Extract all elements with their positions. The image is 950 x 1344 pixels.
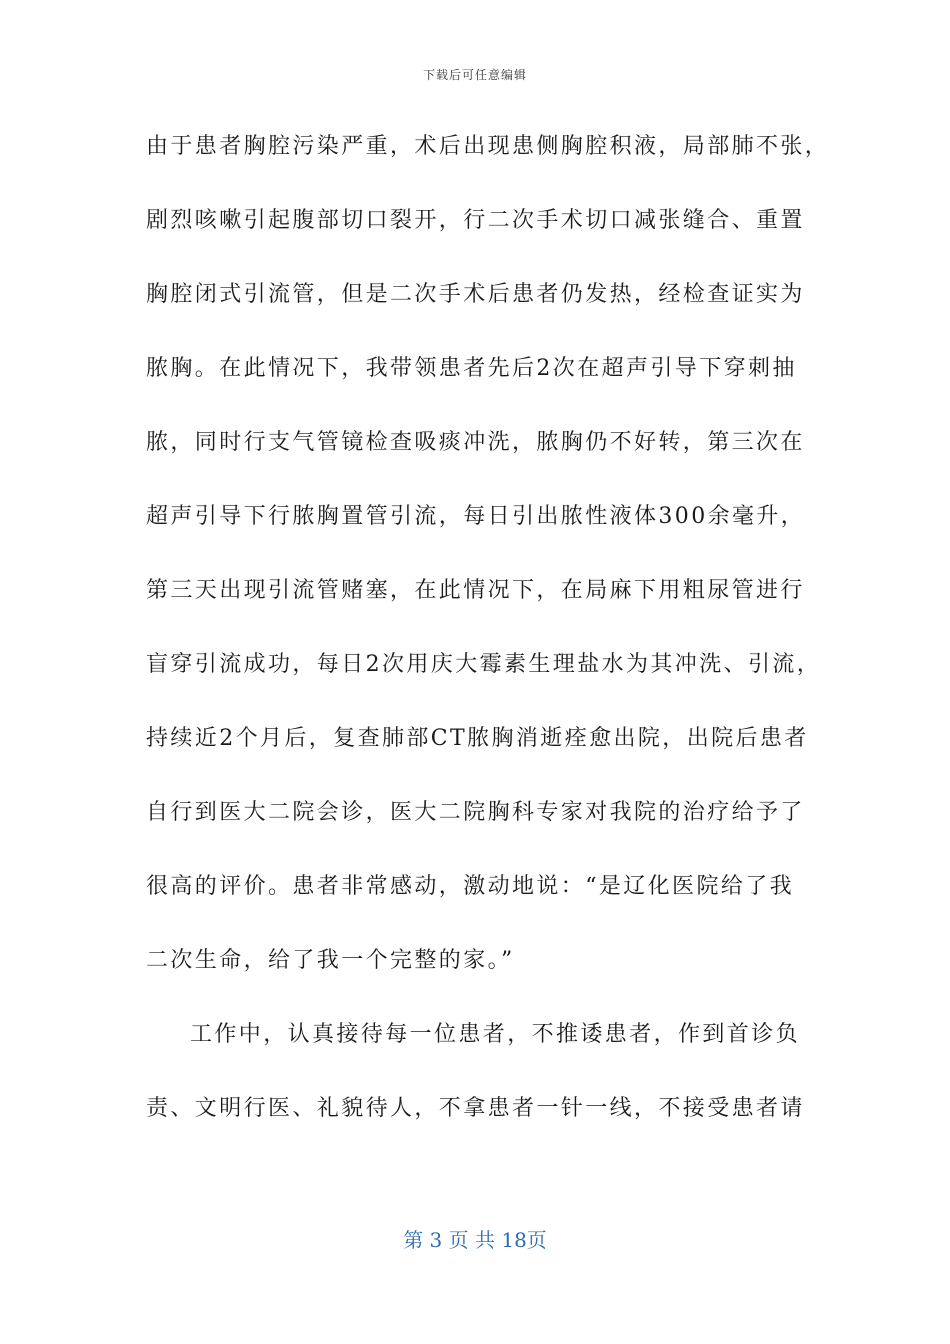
text-line: 脓，同时行支气管镜检查吸痰冲洗，脓胸仍不好转，第三次在 (146, 430, 805, 455)
page-number: 第 3 页 共 18页 (403, 1228, 547, 1252)
text-line: 胸腔闭式引流管，但是二次手术后患者仍发热，经检查证实为 (146, 282, 805, 307)
text-line: 自行到医大二院会诊，医大二院胸科专家对我院的治疗给予了 (146, 800, 805, 825)
document-body (146, 120, 830, 1156)
text-line: 超声引导下行脓胸置管引流，每日引出脓性液体300余毫升， (146, 504, 806, 529)
text-line: 剧烈咳嗽引起腹部切口裂开，行二次手术切口减张缝合、重置 (146, 208, 805, 233)
text-line: 脓胸。在此情况下，我带领患者先后2次在超声引导下穿刺抽 (146, 356, 797, 381)
text-line: 二次生命，给了我一个完整的家。” (146, 948, 515, 973)
text-line: 由于患者胸腔污染严重，术后出现患侧胸腔积液，局部肺不张， (146, 134, 830, 159)
text-line: 责、文明行医、礼貌待人，不拿患者一针一线，不接受患者请 (146, 1096, 805, 1121)
text-line: 盲穿引流成功，每日2次用庆大霉素生理盐水为其冲洗、引流， (146, 652, 822, 677)
text-line: 很高的评价。患者非常感动，激动地说：“是辽化医院给了我 (146, 874, 795, 899)
text-line: 第三天出现引流管赌塞，在此情况下，在局麻下用粗尿管进行 (146, 578, 805, 603)
text-line: 持续近2个月后，复查肺部CT脓胸消逝痊愈出院，出院后患者 (146, 726, 809, 751)
paragraph-start-line: 工作中，认真接待每一位患者，不推诿患者，作到首诊负 (190, 1022, 801, 1047)
header-note: 下载后可任意编辑 (422, 68, 527, 82)
